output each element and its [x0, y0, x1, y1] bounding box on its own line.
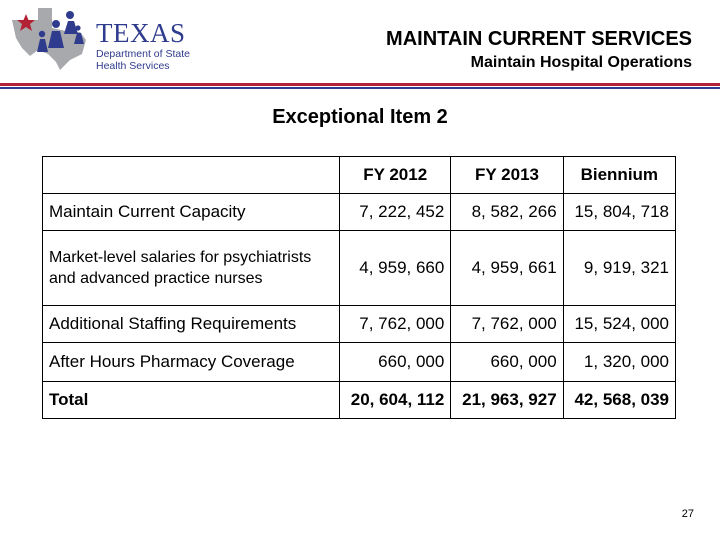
slide-title: Exceptional Item 2: [272, 106, 448, 128]
cell-fy2013: 8, 582, 266: [451, 194, 563, 231]
total-fy2013: 21, 963, 927: [451, 382, 563, 419]
total-biennium: 42, 568, 039: [563, 382, 675, 419]
cell-biennium: 15, 804, 718: [563, 194, 675, 231]
row-label: After Hours Pharmacy Coverage: [43, 343, 340, 382]
column-header-biennium: Biennium: [563, 157, 675, 194]
cell-fy2013: 660, 000: [451, 343, 563, 382]
row-label: Market-level salaries for psychiatrists and advanced practice nurses: [43, 231, 340, 306]
cell-biennium: 1, 320, 000: [563, 343, 675, 382]
cell-fy2013: 4, 959, 661: [451, 231, 563, 306]
column-header-fy2013: FY 2013: [451, 157, 563, 194]
total-label: Total: [43, 382, 340, 419]
row-label: Additional Staffing Requirements: [43, 306, 340, 343]
cell-biennium: 9, 919, 321: [563, 231, 675, 306]
cell-fy2012: 7, 762, 000: [340, 306, 451, 343]
table-row: [43, 194, 676, 231]
texas-map-icon: [8, 4, 94, 74]
column-header-label: [43, 157, 340, 194]
header-divider-red: [0, 83, 720, 86]
table-row: [43, 343, 676, 382]
logo-wordmark: TEXAS: [96, 18, 186, 48]
table-row: [43, 231, 676, 306]
header-title: MAINTAIN CURRENT SERVICES: [386, 28, 692, 50]
page-number: 27: [681, 508, 694, 520]
header-subtitle: Maintain Hospital Operations: [470, 54, 692, 71]
exceptional-item-table: [42, 156, 676, 419]
cell-fy2012: 4, 959, 660: [340, 231, 451, 306]
total-fy2012: 20, 604, 112: [340, 382, 451, 419]
cell-biennium: 15, 524, 000: [563, 306, 675, 343]
column-header-fy2012: FY 2012: [340, 157, 451, 194]
cell-fy2013: 7, 762, 000: [451, 306, 563, 343]
cell-fy2012: 7, 222, 452: [340, 194, 451, 231]
dshs-logo: [8, 4, 198, 76]
cell-fy2012: 660, 000: [340, 343, 451, 382]
table-header-row: [43, 157, 676, 194]
header-divider-blue: [0, 87, 720, 89]
row-label: Maintain Current Capacity: [43, 194, 340, 231]
table-row: [43, 306, 676, 343]
table-total-row: [43, 382, 676, 419]
logo-subtitle: Department of State Health Services: [96, 48, 190, 72]
